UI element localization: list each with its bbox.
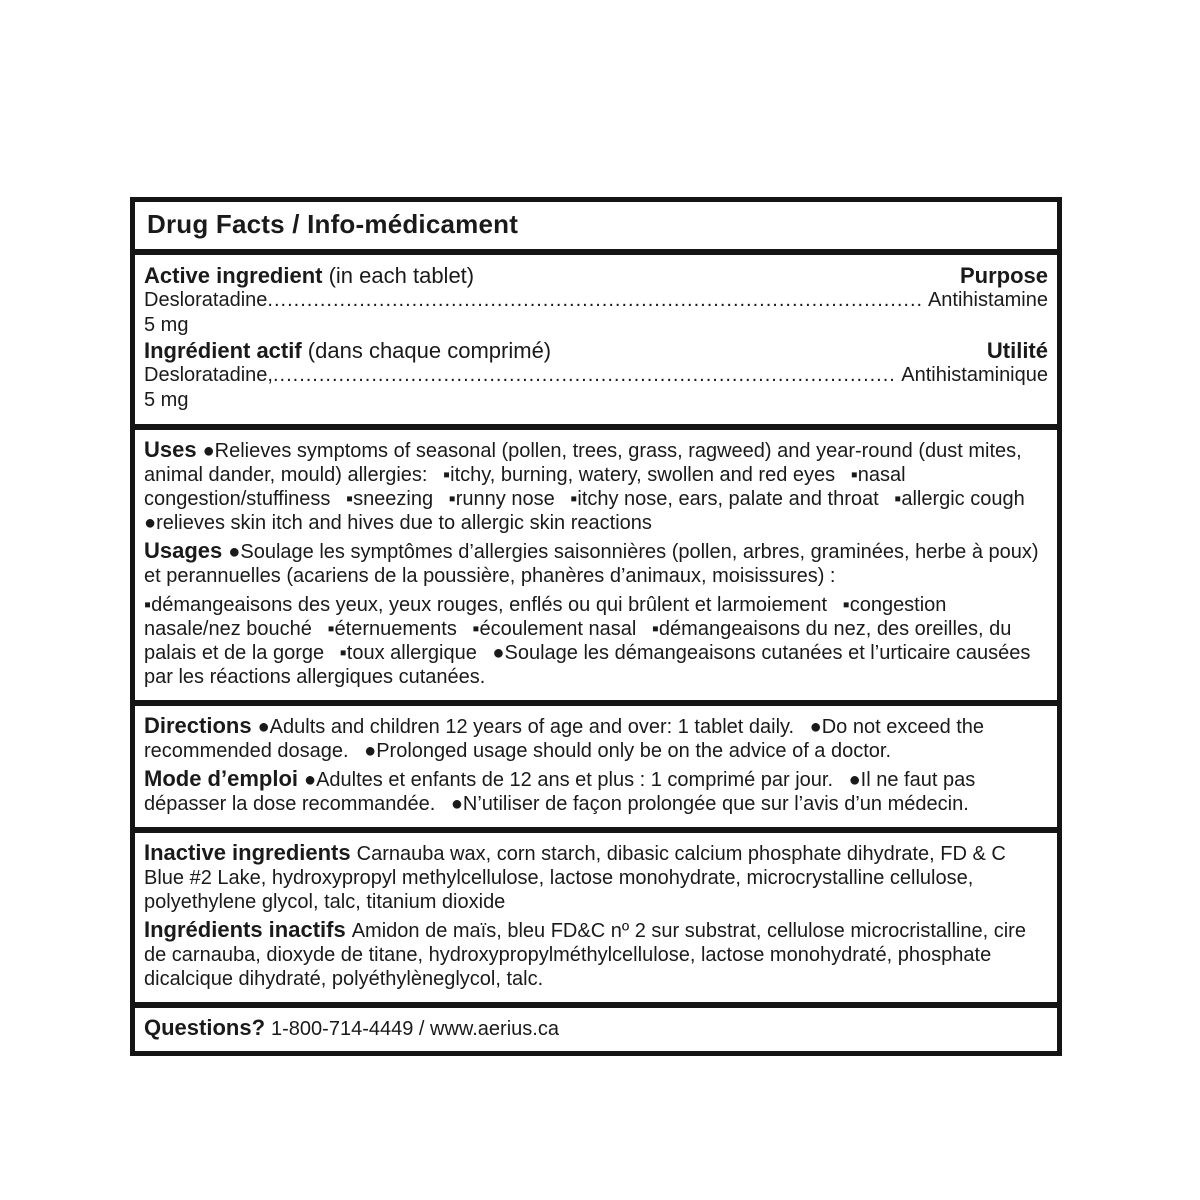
uses-body-fr-intro: ●Soulage les symptômes d’allergies saisonnières (pollen, arbres, graminées, herbe à poux) et perannuelles (acariens de la poussière, phanères d’animaux, moisissures) :: [144, 541, 1039, 587]
inactive-paragraph-en: [144, 841, 1048, 914]
ingredient-name-en: Desloratadine 5 mg: [144, 289, 268, 336]
directions-heading-en: Directions: [144, 713, 252, 738]
ingredient-purpose-en: Antihistamine: [927, 289, 1048, 311]
title-section: [135, 202, 1057, 249]
active-ingredient-row-fr: [144, 363, 1048, 413]
active-ingredient-qualifier-fr: (dans chaque comprimé): [301, 338, 552, 363]
purpose-label-en: Purpose: [959, 263, 1048, 288]
purpose-label-fr: Utilité: [986, 338, 1048, 363]
inactive-body-en: Carnauba wax, corn starch, dibasic calcium phosphate dihydrate, FD & C Blue #2 Lake, hydroxypropyl methylcellulose, lactose monohydrate, microcrystalline cellulose, polyethylene glycol, talc, titanium dioxide: [144, 843, 1006, 913]
directions-paragraph-en: [144, 714, 1048, 763]
active-ingredient-section: [135, 249, 1057, 424]
questions-section: [135, 1002, 1057, 1051]
uses-paragraph-en: [144, 438, 1048, 535]
directions-section: [135, 700, 1057, 827]
uses-body-en: ●Relieves symptoms of seasonal (pollen, trees, grass, ragweed) and year-round (dust mites, animal dander, mould) allergies: ▪itchy, burning, watery, swollen and red eyes ▪nasal congestion/stuffiness ▪sneezing ▪runny nose ▪itchy nose, ears, palate and throat ▪allergic cough ●relieves skin itch and hives due to allergic skin reactions: [144, 440, 1041, 534]
inactive-ingredients-section: [135, 827, 1057, 1002]
active-ingredient-row-en: [144, 288, 1048, 338]
dotted-leader: [267, 288, 924, 313]
questions-contact: 1-800-714-4449 / www.aerius.ca: [271, 1018, 559, 1040]
uses-body-fr-list: ▪démangeaisons des yeux, yeux rouges, enflés ou qui brûlent et larmoiement ▪congestion nasale/nez bouché ▪éternuements ▪écoulement nasal ▪démangeaisons du nez, des oreilles, du palais et de la gorge ▪toux allergique ●Soulage les démangeaisons cutanées et l’urticaire causées par les réactions allergiques cutanées.: [144, 594, 1031, 688]
dotted-leader: [273, 363, 897, 388]
directions-heading-fr: Mode d’emploi: [144, 766, 298, 791]
ingredient-purpose-fr: Antihistaminique: [901, 364, 1048, 386]
active-ingredient-label-en: Active ingredient: [144, 263, 323, 288]
inactive-paragraph-fr: [144, 918, 1048, 991]
drug-facts-label: [130, 197, 1062, 1056]
directions-paragraph-fr: [144, 767, 1048, 816]
active-ingredient-label-fr: Ingrédient actif: [144, 338, 302, 363]
inactive-heading-fr: Ingrédients inactifs: [144, 917, 346, 942]
directions-body-en: ●Adults and children 12 years of age and over: 1 tablet daily. ●Do not exceed the recommended dosage. ●Prolonged usage should only be on the advice of a doctor.: [144, 716, 985, 762]
directions-body-fr: ●Adultes et enfants de 12 ans et plus : 1 comprimé par jour. ●Il ne faut pas dépasser la dose recommandée. ●N’utiliser de façon prolongée que sur l’avis d’un médecin.: [144, 769, 976, 815]
active-ingredient-name-en: [144, 263, 474, 288]
label-title: Drug Facts / Info-médicament: [147, 209, 519, 239]
ingredient-name-fr: Desloratadine, 5 mg: [144, 364, 273, 411]
uses-paragraph-fr-list: [144, 592, 1048, 689]
uses-paragraph-fr-intro: [144, 539, 1048, 588]
uses-section: [135, 424, 1057, 700]
active-ingredient-header-en: [144, 263, 1048, 288]
inactive-body-fr: Amidon de maïs, bleu FD&C nº 2 sur substrat, cellulose microcristalline, cire de carnauba, dioxyde de titane, hydroxypropylméthylcellulose, lactose monohydraté, phosphate dicalcique dihydraté, polyéthylèneglycol, talc.: [144, 920, 1026, 990]
active-ingredient-qualifier-en: (in each tablet): [322, 263, 475, 288]
active-ingredient-name-fr: [144, 338, 551, 363]
active-ingredient-header-fr: [144, 338, 1048, 363]
uses-heading-fr: Usages: [144, 538, 223, 563]
uses-heading-en: Uses: [144, 437, 197, 462]
questions-heading: Questions?: [144, 1015, 266, 1040]
inactive-heading-en: Inactive ingredients: [144, 840, 351, 865]
questions-paragraph: [144, 1015, 1048, 1042]
